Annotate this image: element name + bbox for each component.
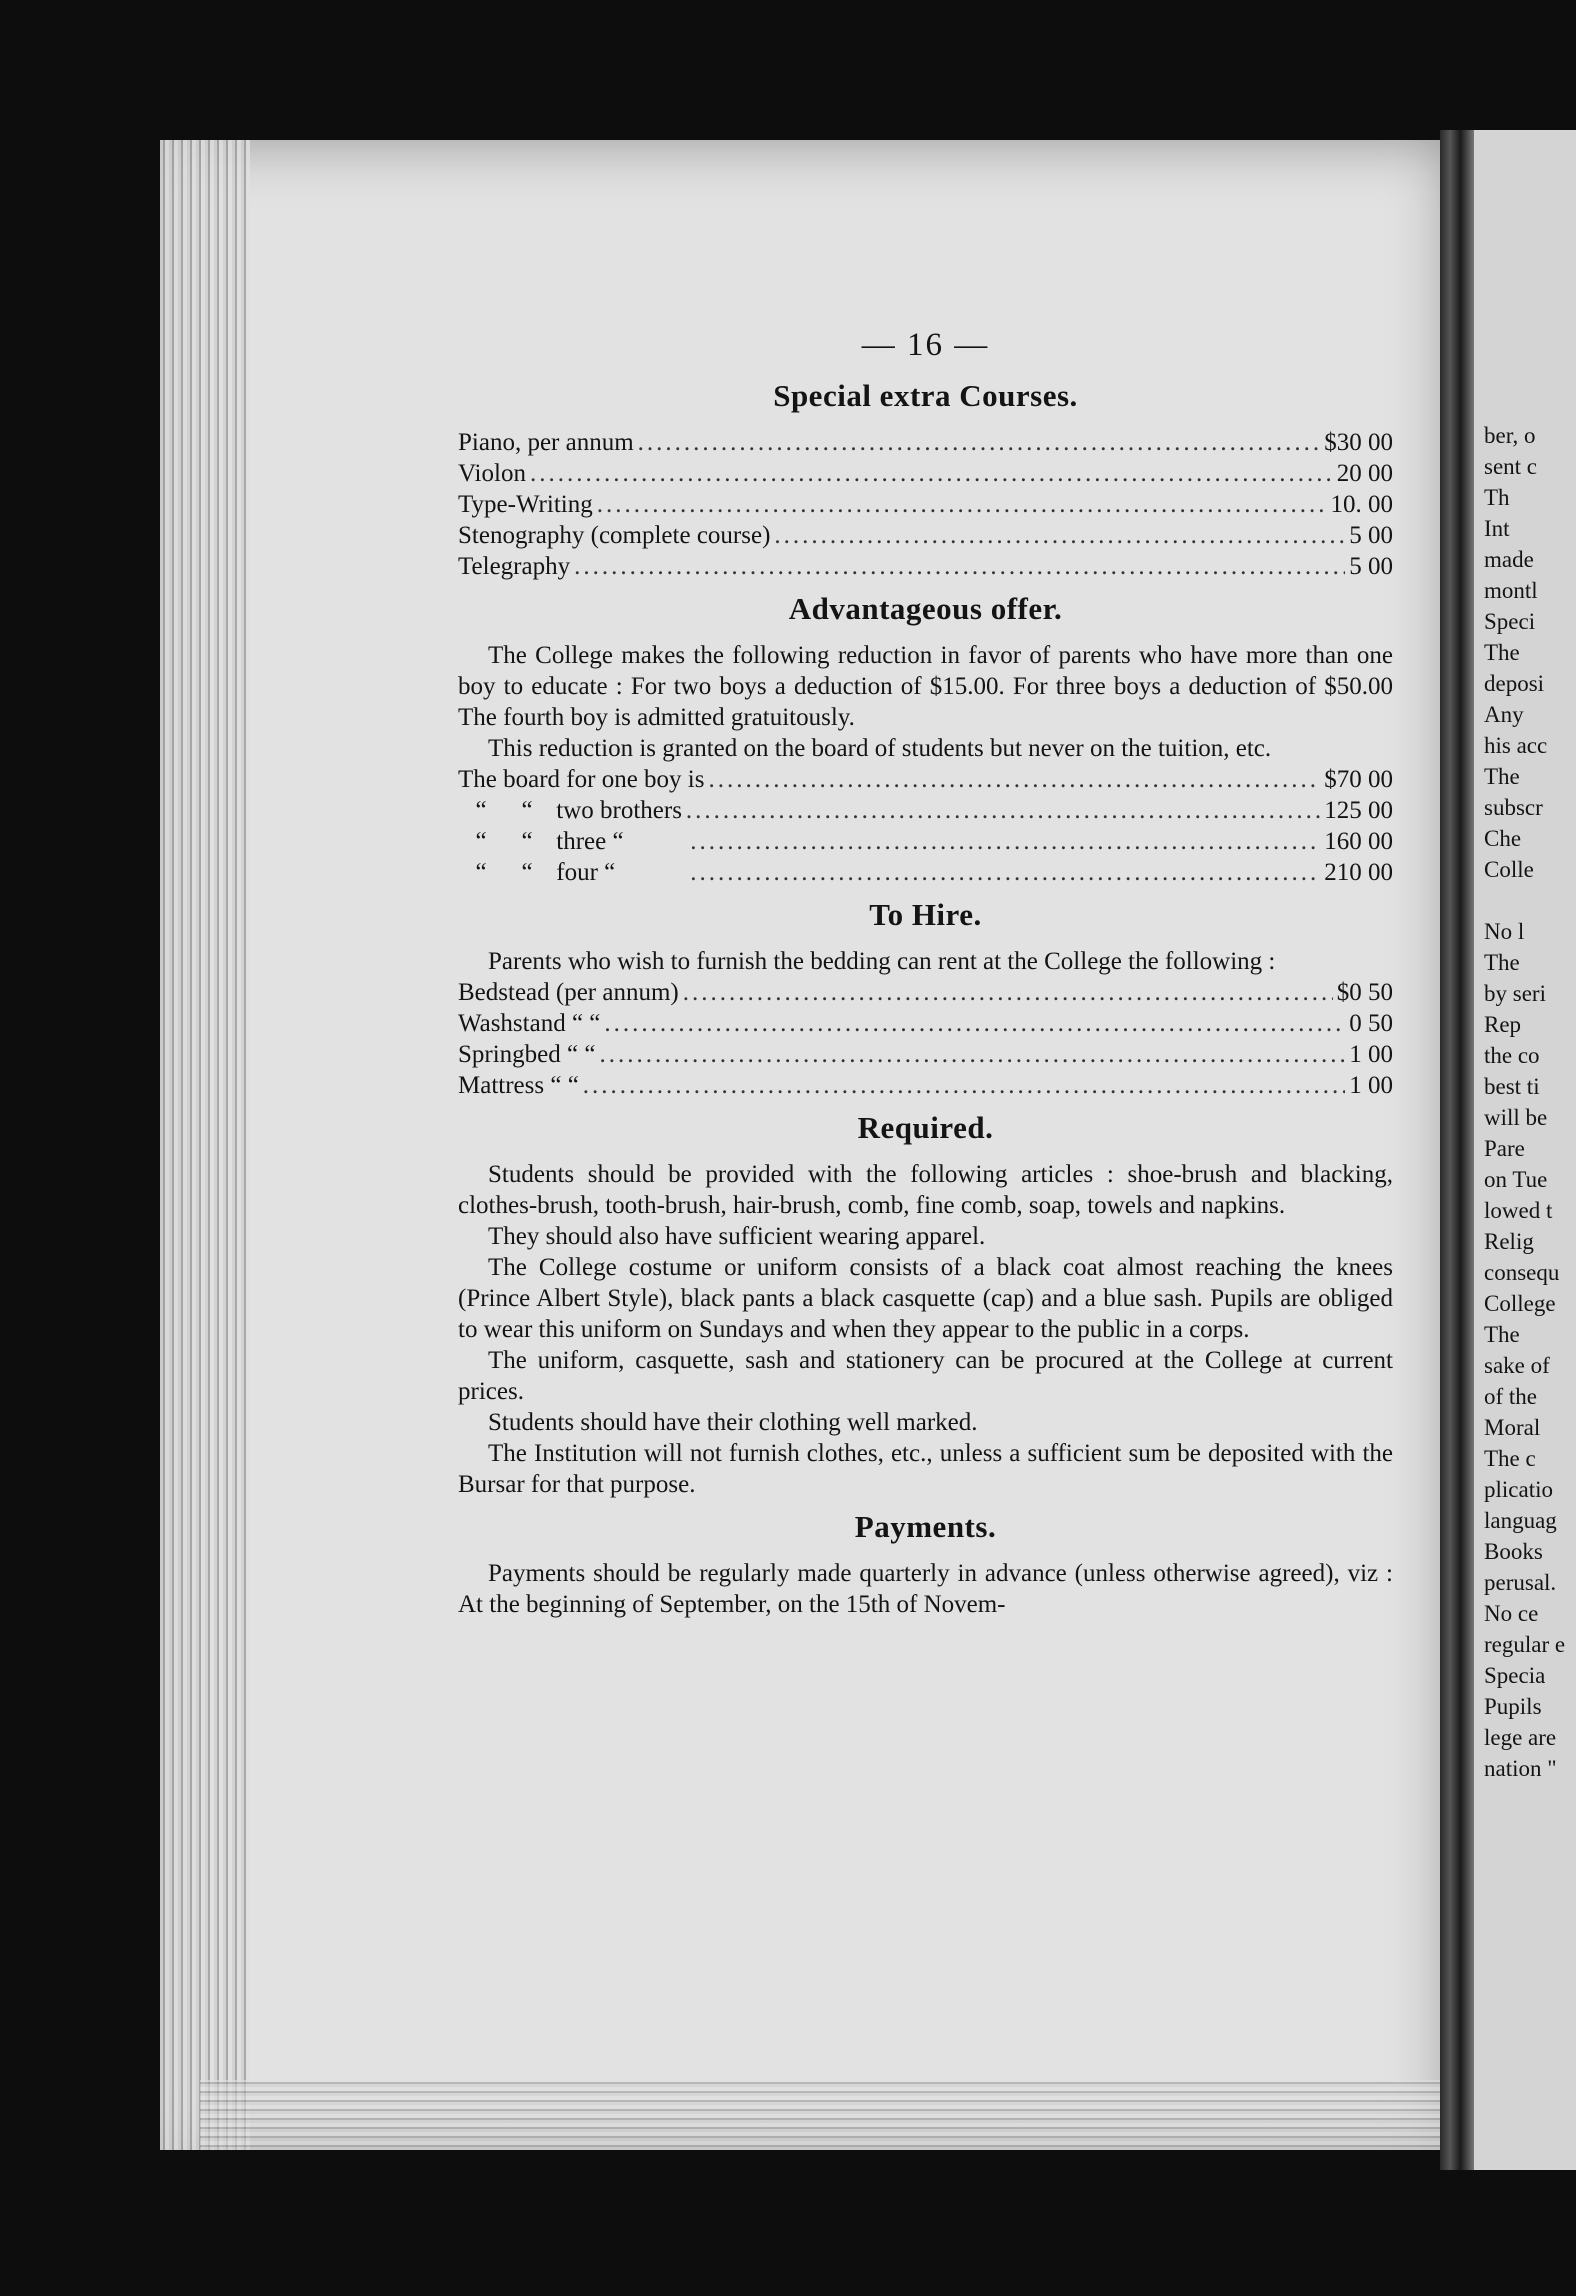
price-row: Violon ..... 20 00 — [458, 458, 1393, 489]
required-heading: Required. — [857, 1110, 994, 1145]
facing-page-line: Colle — [1484, 857, 1534, 882]
payments-heading: Payments. — [854, 1509, 997, 1544]
hire-heading: To Hire. — [869, 897, 982, 932]
special-courses-list — [458, 427, 1393, 582]
facing-page-line: The c — [1484, 1446, 1536, 1471]
special-courses-heading: Special extra Courses. — [773, 378, 1078, 413]
facing-page-line: best ti — [1484, 1074, 1540, 1099]
facing-page-text — [1484, 420, 1576, 1784]
price-row: Type-Writing ..... 10. 00 — [458, 489, 1393, 520]
facing-page-line: The — [1484, 950, 1520, 975]
facing-page-line — [1484, 885, 1576, 916]
facing-page-line: consequ — [1484, 1260, 1560, 1285]
facing-page-line: Che — [1484, 826, 1522, 851]
page-bottom-edges — [200, 2080, 1450, 2150]
offer-paragraph: This reduction is granted on the board of students but never on the tuition, etc. — [488, 735, 1272, 762]
facing-page-line: sent c — [1484, 454, 1538, 479]
offer-heading: Advantageous offer. — [788, 591, 1063, 626]
hire-row: Washstand “ “ ..... 0 50 — [458, 1008, 1393, 1039]
board-row: “ “ four “ ..... 210 00 — [458, 857, 1393, 888]
price-row: Telegraphy ..... 5 00 — [458, 551, 1393, 582]
facing-page-line: The — [1484, 764, 1520, 789]
facing-page-line: deposi — [1484, 671, 1545, 696]
facing-page-line: the co — [1484, 1043, 1540, 1068]
facing-page-line: Specia — [1484, 1663, 1546, 1688]
facing-page-line: Speci — [1484, 609, 1536, 634]
facing-page-line: on Tue — [1484, 1167, 1548, 1192]
price-row: Piano, per annum ..... $30 00 — [458, 427, 1393, 458]
facing-page-line: montl — [1484, 578, 1538, 603]
price-row: Stenography (complete course) ..... 5 00 — [458, 520, 1393, 551]
facing-page-line: Any — [1484, 702, 1524, 727]
required-paragraph: They should also have sufficient wearing apparel. — [488, 1223, 986, 1250]
facing-page-line: will be — [1484, 1105, 1548, 1130]
facing-page-line: sake of — [1484, 1353, 1550, 1378]
facing-page-line: subscr — [1484, 795, 1543, 820]
hire-row: Bedstead (per annum) ..... $0 50 — [458, 977, 1393, 1008]
facing-page-line: Pare — [1484, 1136, 1525, 1161]
book-gutter — [1440, 130, 1474, 2170]
required-paragraph: The Institution will not furnish clothes, etc., unless a sufficient sum be deposited with the Bursar for that purpose. — [458, 1440, 1393, 1498]
board-row: The board for one boy is ..... $70 00 — [458, 764, 1393, 795]
required-paragraph: Students should be provided with the following articles : shoe-brush and blacking, clothes-brush, tooth-brush, hair-brush, comb, fine comb, soap, towels and napkins. — [458, 1161, 1393, 1219]
facing-page-line: No ce — [1484, 1601, 1539, 1626]
required-paragraph: The uniform, casquette, sash and stationery can be procured at the College at current prices. — [458, 1347, 1393, 1405]
facing-page-line: made — [1484, 547, 1534, 572]
facing-page-line: Relig — [1484, 1229, 1534, 1254]
facing-page-line: lowed t — [1484, 1198, 1553, 1223]
facing-page-line: languag — [1484, 1508, 1557, 1533]
payments-paragraph: Payments should be regularly made quarterly in advance (unless otherwise agreed), viz : At the beginning of September, on the 15th of Novem- — [458, 1560, 1393, 1618]
offer-paragraph: The College makes the following reduction in favor of parents who have more than one boy to educate : For two boys a deduction of $15.00. For three boys a deduction of $50.00 The fourth boy is admitted gratuitously. — [458, 642, 1393, 731]
facing-page-line: plicatio — [1484, 1477, 1553, 1502]
board-row: “ “ two brothers ..... 125 00 — [458, 795, 1393, 826]
hire-price-list — [458, 977, 1393, 1101]
page-edge-stack — [160, 140, 250, 2150]
facing-page-line: Moral — [1484, 1415, 1541, 1440]
required-paragraph: Students should have their clothing well marked. — [488, 1409, 978, 1436]
page-content — [458, 327, 1393, 1620]
facing-page-line: of the — [1484, 1384, 1538, 1409]
facing-page-line: Pupils — [1484, 1694, 1542, 1719]
facing-page-line: College — [1484, 1291, 1556, 1316]
board-row: “ “ three “ ..... 160 00 — [458, 826, 1393, 857]
facing-page-line: lege are — [1484, 1725, 1557, 1750]
facing-page-line: ber, o — [1484, 423, 1536, 448]
page-number: — 16 — — [861, 327, 990, 363]
hire-row: Mattress “ “ ..... 1 00 — [458, 1070, 1393, 1101]
facing-page-line: Th — [1484, 485, 1510, 510]
facing-page-line: perusal. — [1484, 1570, 1557, 1595]
facing-page-line: The — [1484, 1322, 1520, 1347]
required-paragraph: The College costume or uniform consists of a black coat almost reaching the knees (Prince Albert Style), black pants a black casquette (cap) and a blue sash. Pupils are obliged to wear this uniform on Sundays and when they appear to the public in a corps. — [458, 1254, 1393, 1343]
facing-page-line: The — [1484, 640, 1520, 665]
facing-page-line: Int — [1484, 516, 1510, 541]
facing-page-line: regular e — [1484, 1632, 1566, 1657]
hire-intro: Parents who wish to furnish the bedding can rent at the College the following : — [488, 948, 1276, 975]
facing-page-line: his acc — [1484, 733, 1548, 758]
facing-page-line: by seri — [1484, 981, 1546, 1006]
facing-page-line: nation " — [1484, 1756, 1557, 1781]
hire-row: Springbed “ “ ..... 1 00 — [458, 1039, 1393, 1070]
facing-page-line: Books — [1484, 1539, 1543, 1564]
facing-page-line: Rep — [1484, 1012, 1522, 1037]
board-price-list — [458, 764, 1393, 888]
facing-page-line: No l — [1484, 919, 1525, 944]
